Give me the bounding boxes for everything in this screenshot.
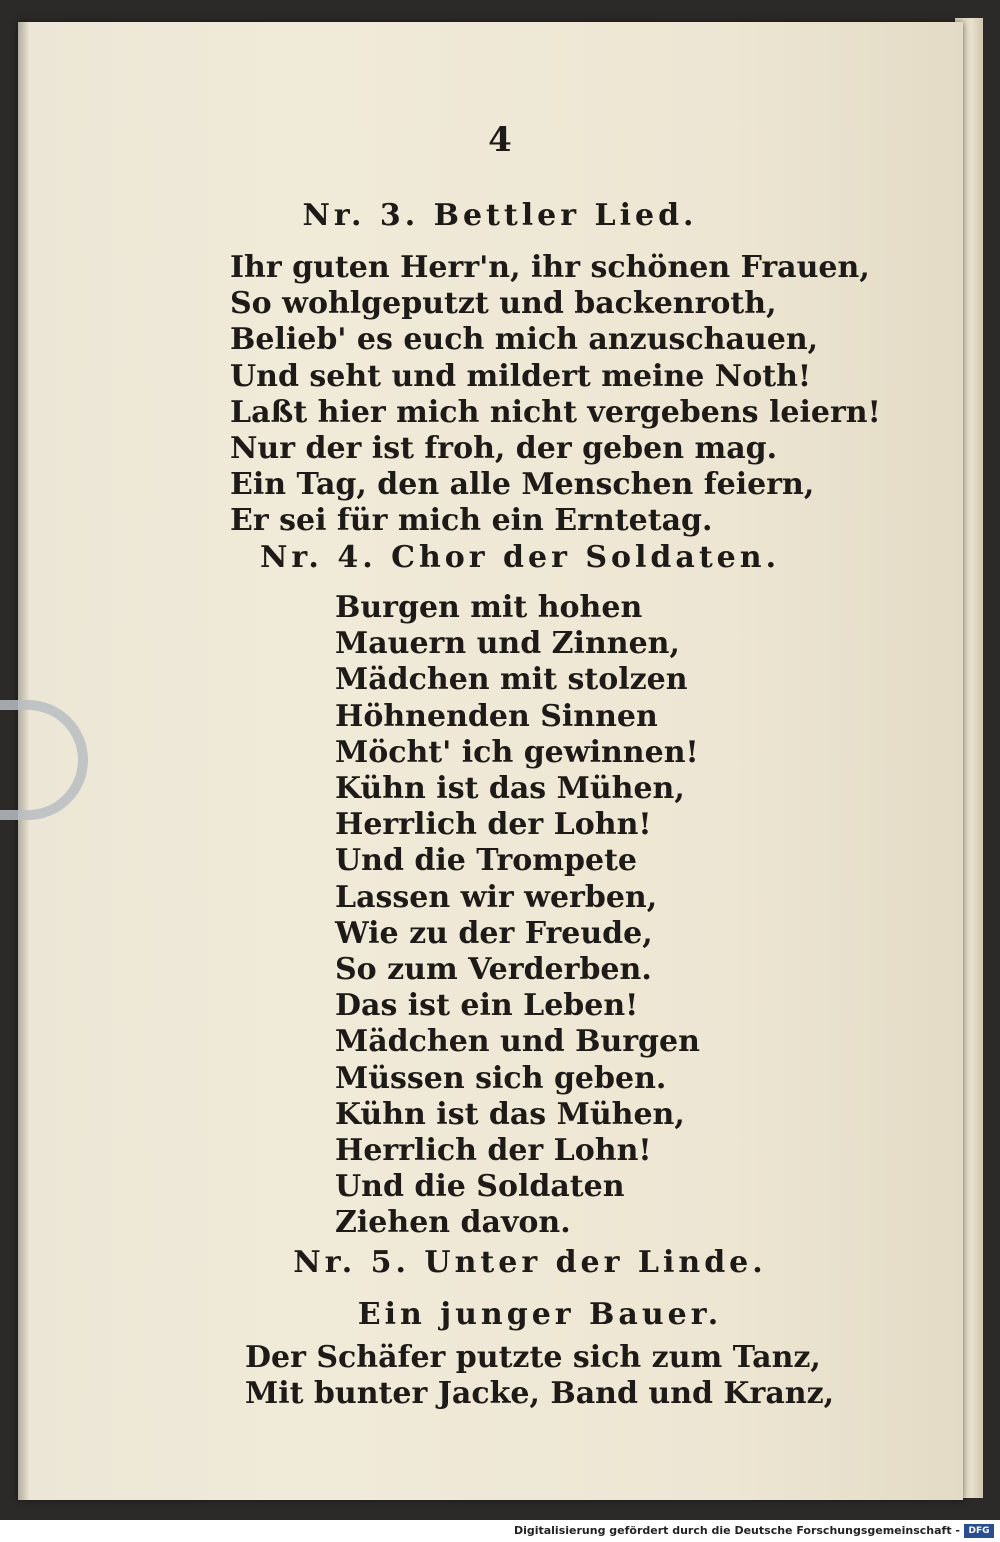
verse-line: Und die Trompete — [335, 843, 638, 879]
song-heading-4: Nr. 4. Chor der Soldaten. — [259, 540, 781, 575]
song-subheading-5: Ein junger Bauer. — [357, 1297, 723, 1332]
verse-line: Und die Soldaten — [335, 1169, 625, 1205]
verse-line: Mit bunter Jacke, Band und Kranz, — [245, 1376, 835, 1412]
song-heading-5: Nr. 5. Unter der Linde. — [293, 1245, 767, 1280]
verse-line: Lassen wir werben, — [335, 879, 658, 915]
verse-line: So zum Verderben. — [335, 952, 652, 988]
verse-line: Mädchen mit stolzen — [335, 662, 688, 698]
verse-line: Herrlich der Lohn! — [335, 807, 652, 843]
verse-line: Belieb' es euch mich anzuschauen, — [230, 322, 819, 358]
dfg-logo: DFG — [964, 1524, 994, 1538]
verse-line: Und seht und mildert meine Noth! — [230, 358, 812, 394]
verse-line: Mauern und Zinnen, — [335, 626, 680, 662]
song-text-3 — [230, 250, 881, 540]
verse-line: Der Schäfer putzte sich zum Tanz, — [245, 1340, 821, 1375]
verse-line: Ihr guten Herr'n, ihr schönen Frauen, — [230, 250, 870, 285]
verse-line: Mädchen und Burgen — [335, 1024, 700, 1060]
verse-line: Kühn ist das Mühen, — [335, 1096, 685, 1132]
song-text-4 — [335, 590, 700, 1242]
page-number: 4 — [488, 120, 512, 160]
digitization-footer — [0, 1520, 1000, 1542]
song-heading-3: Nr. 3. Bettler Lied. — [302, 198, 698, 233]
verse-line: So wohlgeputzt und backenroth, — [230, 286, 777, 322]
verse-line: Das ist ein Leben! — [335, 988, 639, 1024]
verse-line: Laßt hier mich nicht vergebens leiern! — [230, 394, 881, 430]
verse-line: Höhnenden Sinnen — [335, 698, 658, 734]
verse-line: Nur der ist froh, der geben mag. — [230, 431, 778, 467]
verse-line: Ein Tag, den alle Menschen feiern, — [230, 467, 815, 503]
verse-line: Er sei für mich ein Erntetag. — [230, 503, 713, 539]
verse-line: Ziehen davon. — [335, 1205, 571, 1241]
verse-line: Kühn ist das Mühen, — [335, 771, 685, 807]
song-text-5 — [245, 1340, 834, 1412]
verse-line: Wie zu der Freude, — [335, 915, 653, 951]
verse-line: Herrlich der Lohn! — [335, 1133, 652, 1169]
footer-credit: Digitalisierung gefördert durch die Deutsche Forschungsgemeinschaft - — [513, 1524, 960, 1537]
verse-line: Burgen mit hohen — [335, 590, 643, 625]
verse-line: Müssen sich geben. — [335, 1060, 667, 1096]
verse-line: Möcht' ich gewinnen! — [335, 734, 699, 770]
